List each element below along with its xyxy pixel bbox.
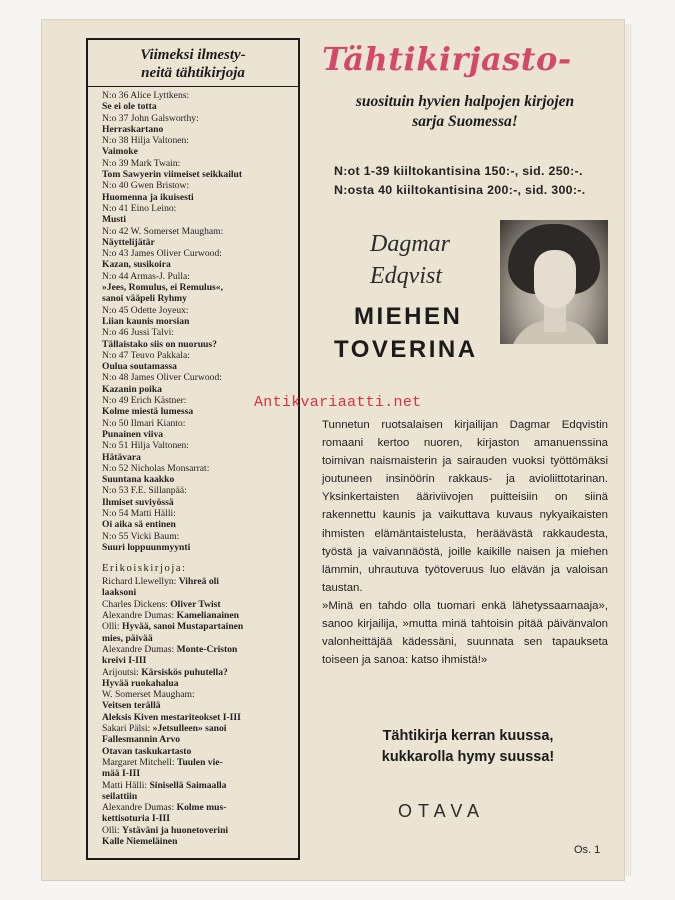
special-book-title: Tuulen vie-	[176, 756, 223, 768]
list-item-author: N:o 53 F.E. Sillanpää:	[102, 485, 187, 497]
special-book-line	[102, 825, 298, 836]
slogan: Tähtikirja kerran kuussa, kukkarolla hymy suussa!	[381, 728, 555, 765]
special-book-line	[102, 576, 298, 587]
list-item-author: N:o 41 Eino Leino:	[102, 202, 177, 214]
special-book-line	[102, 599, 298, 610]
special-book-line	[102, 633, 298, 644]
special-book-title: Fallesmannin Arvo	[102, 734, 181, 746]
special-book-line	[102, 587, 298, 598]
special-book-author: Alexandre Dumas:	[102, 802, 177, 814]
list-item-author: N:o 49 Erich Kästner:	[102, 395, 187, 407]
code-mark: Os. 1	[574, 844, 601, 856]
watermark-text: Antikvariaatti.net	[254, 394, 422, 411]
special-book-title: Kamelianainen	[176, 610, 239, 622]
list-item-title: »Jees, Romulus, ei Remulus«,	[102, 282, 223, 294]
special-book-line	[102, 746, 298, 757]
list-item-title: Näyttelijätär	[102, 236, 155, 248]
special-book-title: mää I-III	[102, 768, 141, 780]
special-book-title: Kolme mus-	[176, 802, 227, 814]
list-item-author: N:o 46 Jussi Talvi:	[102, 327, 174, 339]
special-book-author: Arijoutsi:	[102, 666, 142, 678]
special-book-title: kettisoturia I-III	[102, 813, 170, 825]
list-item-author: N:o 50 Ilmari Kianto:	[102, 417, 186, 429]
book-title: MIEHEN TOVERINA	[334, 303, 478, 363]
list-item-title: Oi aika sä entinen	[102, 519, 176, 531]
special-book-line	[102, 700, 298, 711]
special-book-author: Richard Llewellyn:	[102, 576, 179, 588]
special-book-title: Kalle Niemeläinen	[102, 836, 178, 847]
special-book-title: laaksoni	[102, 587, 137, 599]
list-item-author: N:o 43 James Oliver Curwood:	[102, 248, 222, 260]
price-line: N:ot 1-39 kiiltokantisina 150:-, sid. 250:-.	[334, 164, 583, 178]
list-item-author: N:o 55 Vicki Baum:	[102, 530, 180, 542]
special-book-author: Margaret Mitchell:	[102, 756, 177, 768]
special-book-line	[102, 836, 298, 847]
book-description	[322, 416, 608, 669]
special-book-title: Monte-Criston	[176, 643, 238, 655]
list-item-title: Tällaistako siis on nuoruus?	[102, 338, 217, 350]
list-item-author: N:o 39 Mark Twain:	[102, 157, 181, 169]
description-paragraph: Tunnetun ruotsalaisen kirjailijan Dagmar Edqvistin romaani kertoo nuoren, kirjaston amanuenssina toimivan naismaisterin ja sairauden vuoksi työttömäksi joutuneen insinöörin rakkaus- ja avioliittotarinan. Yksinkertaisten ääriviivojen puitteisiin on siinä rakennettu kaunis ja vaikuttava kuvaus nykyaikaisten ihmisten elämäntaistelusta, heräävästä rakkaudesta, työstä ja vaivannäöstä, joille kaikille naisen ja miehen lämmin, uhrautuva työtoveruus luo elävän ja valoisan taustan.	[322, 419, 608, 594]
special-book-title: kreivi I-III	[102, 655, 147, 667]
page-edges	[624, 24, 632, 876]
special-book-line	[102, 678, 298, 689]
special-book-line	[102, 610, 298, 621]
list-item-title: Tom Sawyerin viimeiset seikkailut	[102, 169, 243, 181]
special-book-title: Vihreä oli	[178, 576, 219, 588]
list-item-author: N:o 51 Hilja Valtonen:	[102, 440, 189, 452]
special-books-heading: Erikoiskirjoja:	[102, 563, 187, 575]
list-item-title: Kazanin poika	[102, 383, 162, 395]
special-book-title: Ystäväni ja huonetoverini	[122, 824, 229, 836]
list-item-author: N:o 42 W. Somerset Maugham:	[102, 225, 224, 237]
book-author: Dagmar Edqvist	[370, 231, 451, 289]
list-item-title: Oulua soutamassa	[102, 361, 177, 373]
book-list-panel	[86, 38, 300, 860]
recent-books-list	[88, 90, 298, 553]
special-book-line	[102, 655, 298, 666]
list-item-title: Vaimoke	[102, 146, 138, 158]
special-book-line	[102, 621, 298, 632]
special-book-title: Kärsiskös puhutella?	[141, 666, 228, 678]
series-subtitle: suosituin hyvien halpojen kirjojen sarja Suomessa!	[355, 93, 575, 130]
list-item-author: N:o 37 John Galsworthy:	[102, 112, 199, 124]
divider	[88, 86, 298, 87]
description-paragraph: »Minä en tahdo olla tuomari enkä lähetyssaarnaaja», sanoo kirjailija, »mutta minä tahtoisin pitää päivänvalon valonheittäjää kädessäni, suunnata sen tapaukseta toiseen ja sanoa: katso ihmistä!»	[322, 599, 608, 667]
special-book-title: mies, päivää	[102, 632, 153, 644]
list-item-title: Suuntana kaakko	[102, 474, 175, 486]
special-book-title: seilattiin	[102, 790, 138, 802]
special-book-author: Sakari Pälsi:	[102, 723, 153, 735]
special-book-line	[102, 712, 298, 723]
publisher-name: OTAVA	[398, 801, 486, 821]
list-item-author: N:o 52 Nicholas Monsarrat:	[102, 462, 210, 474]
special-book-author: Olli:	[102, 621, 122, 633]
list-item-title: Hätävara	[102, 451, 141, 463]
special-book-line	[102, 689, 298, 700]
list-item-title: Liian kaunis morsian	[102, 315, 190, 327]
list-item-title: Herraskartano	[102, 123, 164, 135]
list-item-author: N:o 48 James Oliver Curwood:	[102, 372, 222, 384]
special-book-line	[102, 780, 298, 791]
special-book-author: Alexandre Dumas:	[102, 643, 177, 655]
list-item-title: Kolme miestä lumessa	[102, 406, 194, 418]
special-book-title: Hyvää ruokahalua	[102, 677, 179, 689]
list-item-author: N:o 38 Hilja Valtonen:	[102, 135, 189, 147]
list-item-title: Kazan, susikoira	[102, 259, 171, 271]
special-book-line	[102, 667, 298, 678]
list-item-title: Suuri loppuunmyynti	[102, 541, 191, 553]
list-heading: Viimeksi ilmesty- neitä tähtikirjoja	[140, 47, 246, 81]
special-book-line	[102, 768, 298, 779]
special-book-line	[102, 734, 298, 745]
list-item-author: N:o 36 Alice Lyttkens:	[102, 90, 190, 101]
special-book-line	[102, 791, 298, 802]
list-item-title: sanoi vääpeli Ryhmy	[102, 293, 187, 305]
list-item-author: N:o 44 Armas-J. Pulla:	[102, 270, 190, 282]
special-book-title: »Jetsulleen» sanoi	[152, 723, 227, 735]
special-book-line	[102, 813, 298, 824]
special-book-line	[102, 802, 298, 813]
special-book-title: Sinisellä Saimaalla	[149, 779, 227, 791]
special-book-line	[102, 644, 298, 655]
special-book-title: Hyvää, sanoi Mustapartainen	[122, 621, 244, 633]
special-book-author: Olli:	[102, 824, 122, 836]
special-book-author: Matti Hälli:	[102, 779, 150, 791]
special-book-title: Oliver Twist	[170, 598, 221, 610]
list-item-author: N:o 47 Teuvo Pakkala:	[102, 349, 190, 361]
list-item-title: Ihmiset suviyössä	[102, 496, 174, 508]
price-line: N:osta 40 kiiltokantisina 200:-, sid. 300:-.	[334, 183, 586, 197]
special-book-line	[102, 723, 298, 734]
special-book-author: Alexandre Dumas:	[102, 610, 177, 622]
list-item-author: N:o 40 Gwen Bristow:	[102, 180, 190, 192]
list-item-author: N:o 45 Odette Joyeux:	[102, 304, 189, 316]
special-book-title: Veitsen terällä	[102, 700, 161, 712]
special-book-title: Aleksis Kiven mestariteokset I-III	[102, 711, 241, 723]
special-book-author: Charles Dickens:	[102, 598, 171, 610]
list-item-title: Punainen viiva	[102, 428, 164, 440]
list-item-title: Musti	[102, 214, 126, 226]
list-item-author: N:o 54 Matti Hälli:	[102, 507, 176, 519]
series-title: Tähtikirjasto-	[322, 40, 572, 78]
list-item-title: Huomenna ja ikuisesti	[102, 191, 194, 203]
special-book-author: W. Somerset Maugham:	[102, 689, 195, 701]
special-book-title: Otavan taskukartasto	[102, 745, 192, 757]
author-portrait	[500, 220, 608, 344]
special-book-line	[102, 757, 298, 768]
special-books-list	[88, 576, 298, 847]
list-item-title: Se ei ole totta	[102, 101, 157, 113]
